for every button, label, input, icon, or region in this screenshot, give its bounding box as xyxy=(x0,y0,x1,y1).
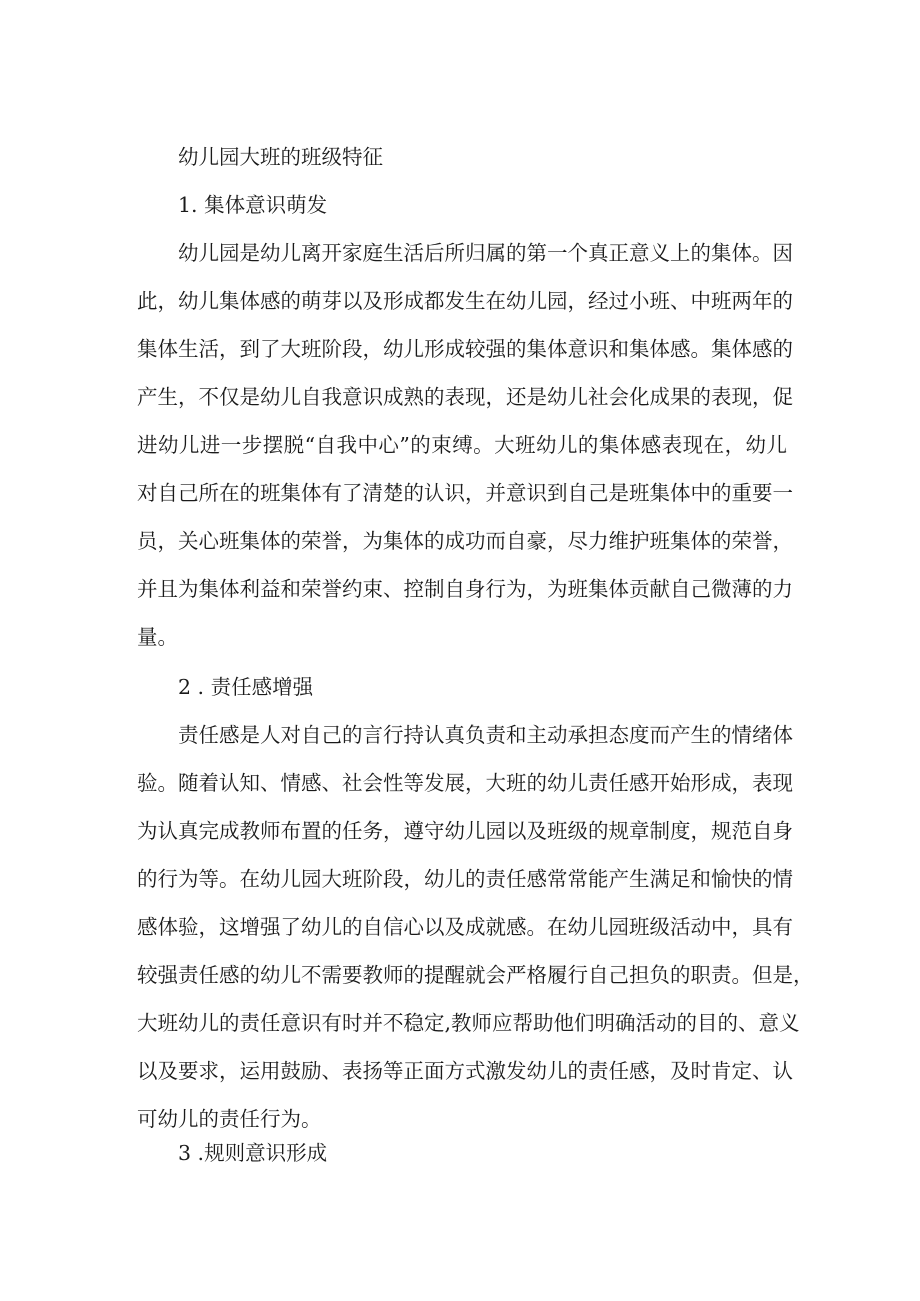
paragraph-line: 的行为等。在幼儿园大班阶段，幼儿的责任感常常能产生满足和愉快的情 xyxy=(137,867,793,891)
paragraph-line: 验。随着认知、情感、社会性等发展，大班的幼儿责任感开始形成，表现 xyxy=(137,771,793,795)
paragraph-line: 对自己所在的班集体有了清楚的认识，并意识到自己是班集体中的重要一 xyxy=(137,481,793,505)
paragraph-line: 员，关心班集体的荣誉，为集体的成功而自豪，尽力维护班集体的荣誉， xyxy=(137,529,793,553)
paragraph-line: 此，幼儿集体感的萌芽以及形成都发生在幼儿园，经过小班、中班两年的 xyxy=(137,289,793,313)
paragraph-line: 为认真完成教师布置的任务，遵守幼儿园以及班级的规章制度，规范自身 xyxy=(137,819,793,843)
section-1-heading: 1. 集体意识萌发 xyxy=(178,193,328,217)
paragraph-line: 幼儿园是幼儿离开家庭生活后所归属的第一个真正意义上的集体。因 xyxy=(178,241,793,265)
paragraph-line: 量。 xyxy=(137,625,178,649)
section-2-heading: 2 . 责任感增强 xyxy=(178,675,314,699)
paragraph-line: 产生，不仅是幼儿自我意识成熟的表现，还是幼儿社会化成果的表现，促 xyxy=(137,385,793,409)
paragraph-line: 较强责任感的幼儿不需要教师的提醒就会严格履行自己担负的职责。但是， xyxy=(137,963,814,987)
paragraph-line: 并且为集体利益和荣誉约束、控制自身行为，为班集体贡献自己微薄的力 xyxy=(137,577,793,601)
paragraph-line: 感体验，这增强了幼儿的自信心以及成就感。在幼儿园班级活动中，具有 xyxy=(137,915,793,939)
document-title: 幼儿园大班的班级特征 xyxy=(178,145,383,169)
paragraph-line: 进幼儿进一步摆脱“自我中心”的束缚。大班幼儿的集体感表现在，幼儿 xyxy=(137,433,787,457)
section-3-heading: 3 .规则意识形成 xyxy=(178,1141,328,1165)
paragraph-line: 以及要求，运用鼓励、表扬等正面方式激发幼儿的责任感，及时肯定、认 xyxy=(137,1059,793,1083)
paragraph-line: 可幼儿的责任行为。 xyxy=(137,1107,322,1131)
paragraph-line: 集体生活，到了大班阶段，幼儿形成较强的集体意识和集体感。集体感的 xyxy=(137,337,793,361)
paragraph-line: 大班幼儿的责任意识有时并不稳定,教师应帮助他们明确活动的目的、意义 xyxy=(137,1011,800,1035)
paragraph-line: 责任感是人对自己的言行持认真负责和主动承担态度而产生的情绪体 xyxy=(178,723,793,747)
